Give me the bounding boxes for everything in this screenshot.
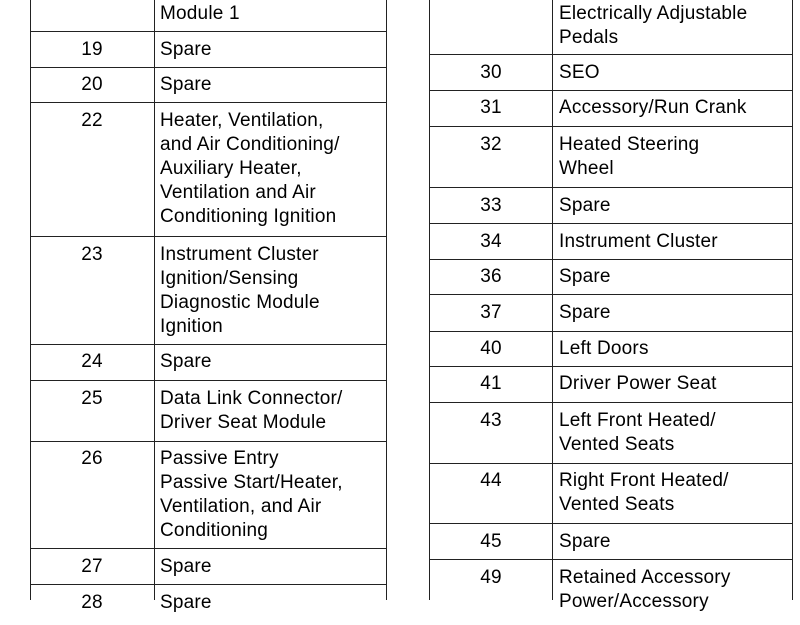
table-row <box>430 464 792 524</box>
table-row <box>430 560 792 620</box>
table-row <box>31 345 386 381</box>
table-row <box>430 403 792 464</box>
fuse-number: 19 <box>81 39 103 60</box>
fuse-usage: Spare <box>559 302 611 323</box>
fuse-usage: Heater, Ventilation, and Air Conditioning/ Auxiliary Heater, Ventilation and Air Conditioning Ignition <box>160 110 340 227</box>
fuse-usage: Retained Accessory Power/Accessory <box>559 567 731 612</box>
table-row <box>430 332 792 367</box>
fuse-number: 26 <box>81 448 103 469</box>
fuse-usage: Spare <box>160 39 212 60</box>
fuse-number: 24 <box>81 351 103 372</box>
table-row <box>31 381 386 442</box>
table-row <box>31 442 386 549</box>
fuse-usage: Left Front Heated/ Vented Seats <box>559 410 716 455</box>
table-row <box>31 68 386 103</box>
table-row <box>430 127 792 188</box>
fuse-usage: Left Doors <box>559 338 649 359</box>
fuse-table-right <box>429 0 793 612</box>
table-row <box>430 91 792 127</box>
fuse-number: 41 <box>480 373 502 394</box>
fuse-usage: Electrically Adjustable Pedals <box>559 3 748 48</box>
fuse-usage: Spare <box>160 351 212 372</box>
fuse-usage: Spare <box>559 531 611 552</box>
fuse-number: 45 <box>480 531 502 552</box>
fuse-number: 25 <box>81 388 103 409</box>
fuse-number: 37 <box>480 302 502 323</box>
table-row <box>31 549 386 585</box>
fuse-usage: Spare <box>559 195 611 216</box>
fuse-number: 36 <box>480 266 502 287</box>
fuse-number: 27 <box>81 556 103 577</box>
fuse-usage: Spare <box>160 592 212 613</box>
fuse-usage: Instrument Cluster Ignition/Sensing Diagnostic Module Ignition <box>160 244 320 337</box>
table-row <box>430 55 792 91</box>
fuse-table-left <box>30 0 387 613</box>
table-row <box>430 524 792 560</box>
fuse-number: 44 <box>480 470 502 491</box>
table-row <box>31 585 386 625</box>
fuse-number: 20 <box>81 74 103 95</box>
fuse-usage: Data Link Connector/ Driver Seat Module <box>160 388 343 433</box>
fuse-usage: Accessory/Run Crank <box>559 97 747 118</box>
fuse-usage: Module 1 <box>160 3 240 24</box>
fuse-usage: Driver Power Seat <box>559 373 717 394</box>
fuse-usage: Heated Steering Wheel <box>559 134 700 179</box>
fuse-number: 40 <box>480 338 502 359</box>
fuse-usage: Instrument Cluster <box>559 231 718 252</box>
fuse-usage: Spare <box>160 74 212 95</box>
fuse-usage: Spare <box>160 556 212 577</box>
fuse-number: 23 <box>81 244 103 265</box>
fuse-number: 49 <box>480 567 502 588</box>
table-row <box>31 237 386 345</box>
fuse-usage: Passive Entry Passive Start/Heater, Ventilation, and Air Conditioning <box>160 448 343 541</box>
table-row <box>430 188 792 224</box>
fuse-usage: SEO <box>559 62 600 83</box>
table-row <box>31 103 386 237</box>
fuse-usage: Spare <box>559 266 611 287</box>
table-row <box>31 32 386 68</box>
fuse-number: 31 <box>480 97 502 118</box>
fuse-number: 32 <box>480 134 502 155</box>
table-row <box>430 0 792 55</box>
fuse-number: 33 <box>480 195 502 216</box>
table-row <box>430 260 792 295</box>
fuse-number: 28 <box>81 592 103 613</box>
fuse-number: 34 <box>480 231 502 252</box>
table-row <box>430 367 792 403</box>
fuse-number: 30 <box>480 62 502 83</box>
fuse-number: 22 <box>81 110 103 131</box>
table-row <box>430 295 792 332</box>
table-row <box>430 224 792 260</box>
fuse-number: 43 <box>480 410 502 431</box>
fuse-usage: Right Front Heated/ Vented Seats <box>559 470 729 515</box>
table-row <box>31 0 386 32</box>
